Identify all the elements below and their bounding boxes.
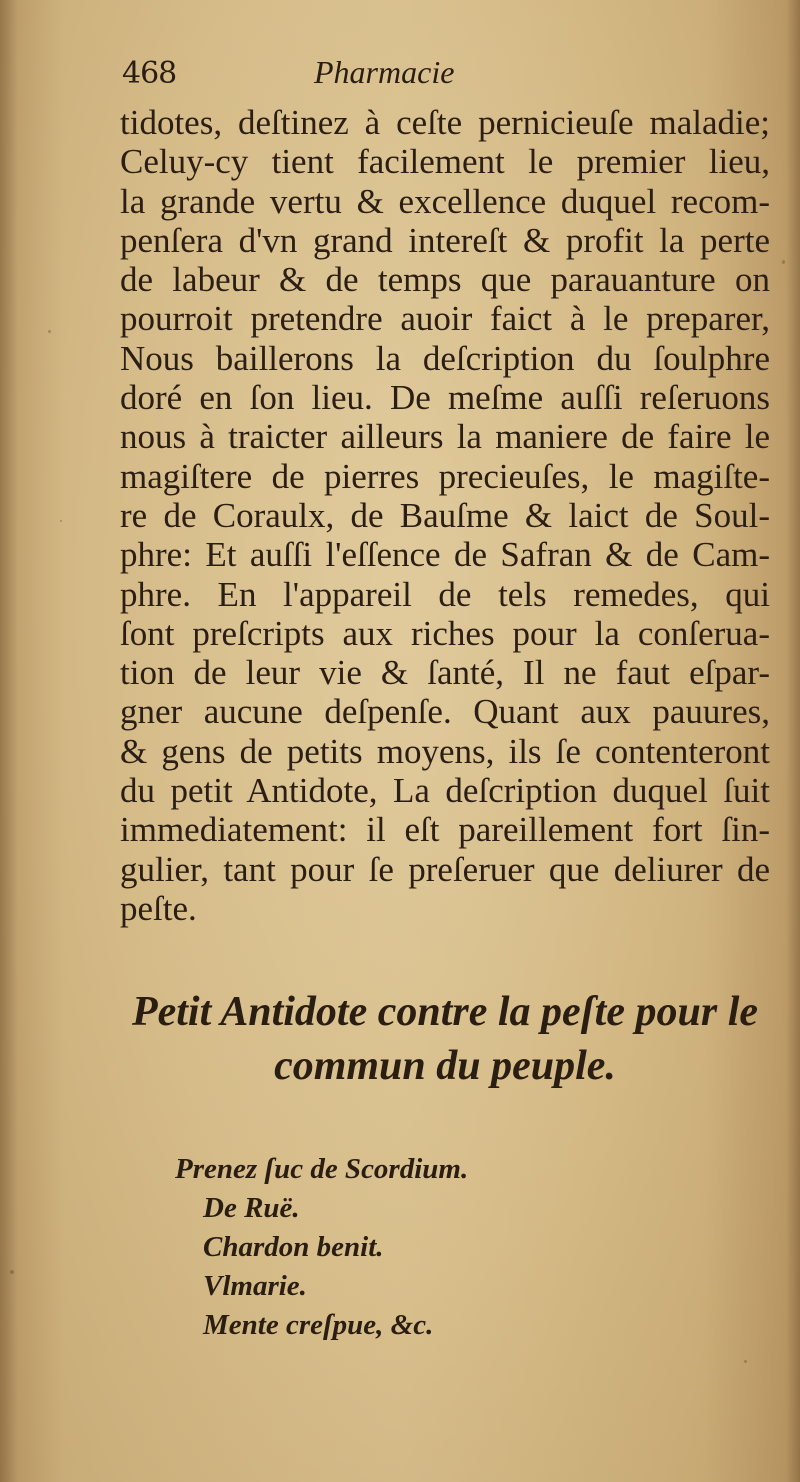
page-number: 468	[122, 56, 177, 91]
text-line: doré en ſon lieu. De meſme auſſi reſeruons	[120, 378, 770, 418]
text-line: nous à traicter ailleurs la maniere de faire le	[120, 417, 770, 457]
text-line: phre: Et auſſi l'eſſence de Safran & de Cam-	[120, 535, 770, 575]
running-title: Pharmacie	[314, 54, 455, 90]
paper-speck	[10, 1270, 14, 1274]
recipe-item: Chardon benit.	[203, 1231, 384, 1263]
text-line: tidotes, deſtinez à ceſte pernicieuſe maladie;	[120, 103, 770, 142]
text-line: tion de leur vie & ſanté, Il ne faut eſpar-	[120, 653, 770, 693]
section-heading-line: Petit Antidote contre la peſte pour le	[131, 989, 759, 1035]
text-line: de labeur & de temps que parauanture on	[120, 260, 770, 300]
text-line: & gens de petits moyens, ils ſe contenteront	[120, 731, 770, 771]
paper-speck	[782, 260, 785, 264]
recipe-item: De Ruë.	[203, 1192, 300, 1224]
paper-speck	[60, 520, 62, 522]
text-line: re de Coraulx, de Bauſme & laict de Soul-	[120, 495, 770, 535]
text-line: immediatement: il eſt pareillement fort ſin-	[120, 810, 770, 850]
paper-speck	[48, 330, 51, 333]
text-line: du petit Antidote, La deſcription duquel ſuit	[120, 771, 770, 811]
paper-speck	[744, 1360, 747, 1363]
text-line: ſont preſcripts aux riches pour la conſerua-	[120, 613, 770, 653]
text-line: pourroit pretendre auoir faict à le preparer,	[120, 299, 770, 339]
page-header	[122, 56, 762, 100]
page-edge-shadow	[786, 0, 800, 1482]
body-paragraph	[120, 103, 770, 928]
text-line: Nous baillerons la deſcription du ſoulphre	[120, 338, 770, 378]
section-heading-line: commun du peuple.	[274, 1043, 616, 1089]
text-line: la grande vertu & excellence duquel recom-	[120, 181, 770, 221]
recipe-list	[175, 1150, 468, 1345]
page-gutter-shadow	[0, 0, 18, 1482]
text-line: Celuy-cy tient facilement le premier lieu,	[120, 142, 770, 182]
text-line: gulier, tant pour ſe preſeruer que deliurer de	[120, 849, 770, 889]
text-line: peſte.	[120, 888, 197, 928]
text-line: phre. En l'appareil de tels remedes, qui	[120, 574, 770, 614]
text-line: penſera d'vn grand intereſt & profit la perte	[120, 220, 770, 260]
recipe-item: Prenez ſuc de Scordium.	[175, 1153, 469, 1185]
section-heading	[120, 985, 770, 1093]
recipe-item: Mente creſpue, &c.	[203, 1309, 434, 1341]
text-line: magiſtere de pierres precieuſes, le magiſte-	[120, 456, 770, 496]
text-line: gner aucune deſpenſe. Quant aux pauures,	[120, 692, 770, 732]
recipe-item: Vlmarie.	[203, 1270, 307, 1302]
